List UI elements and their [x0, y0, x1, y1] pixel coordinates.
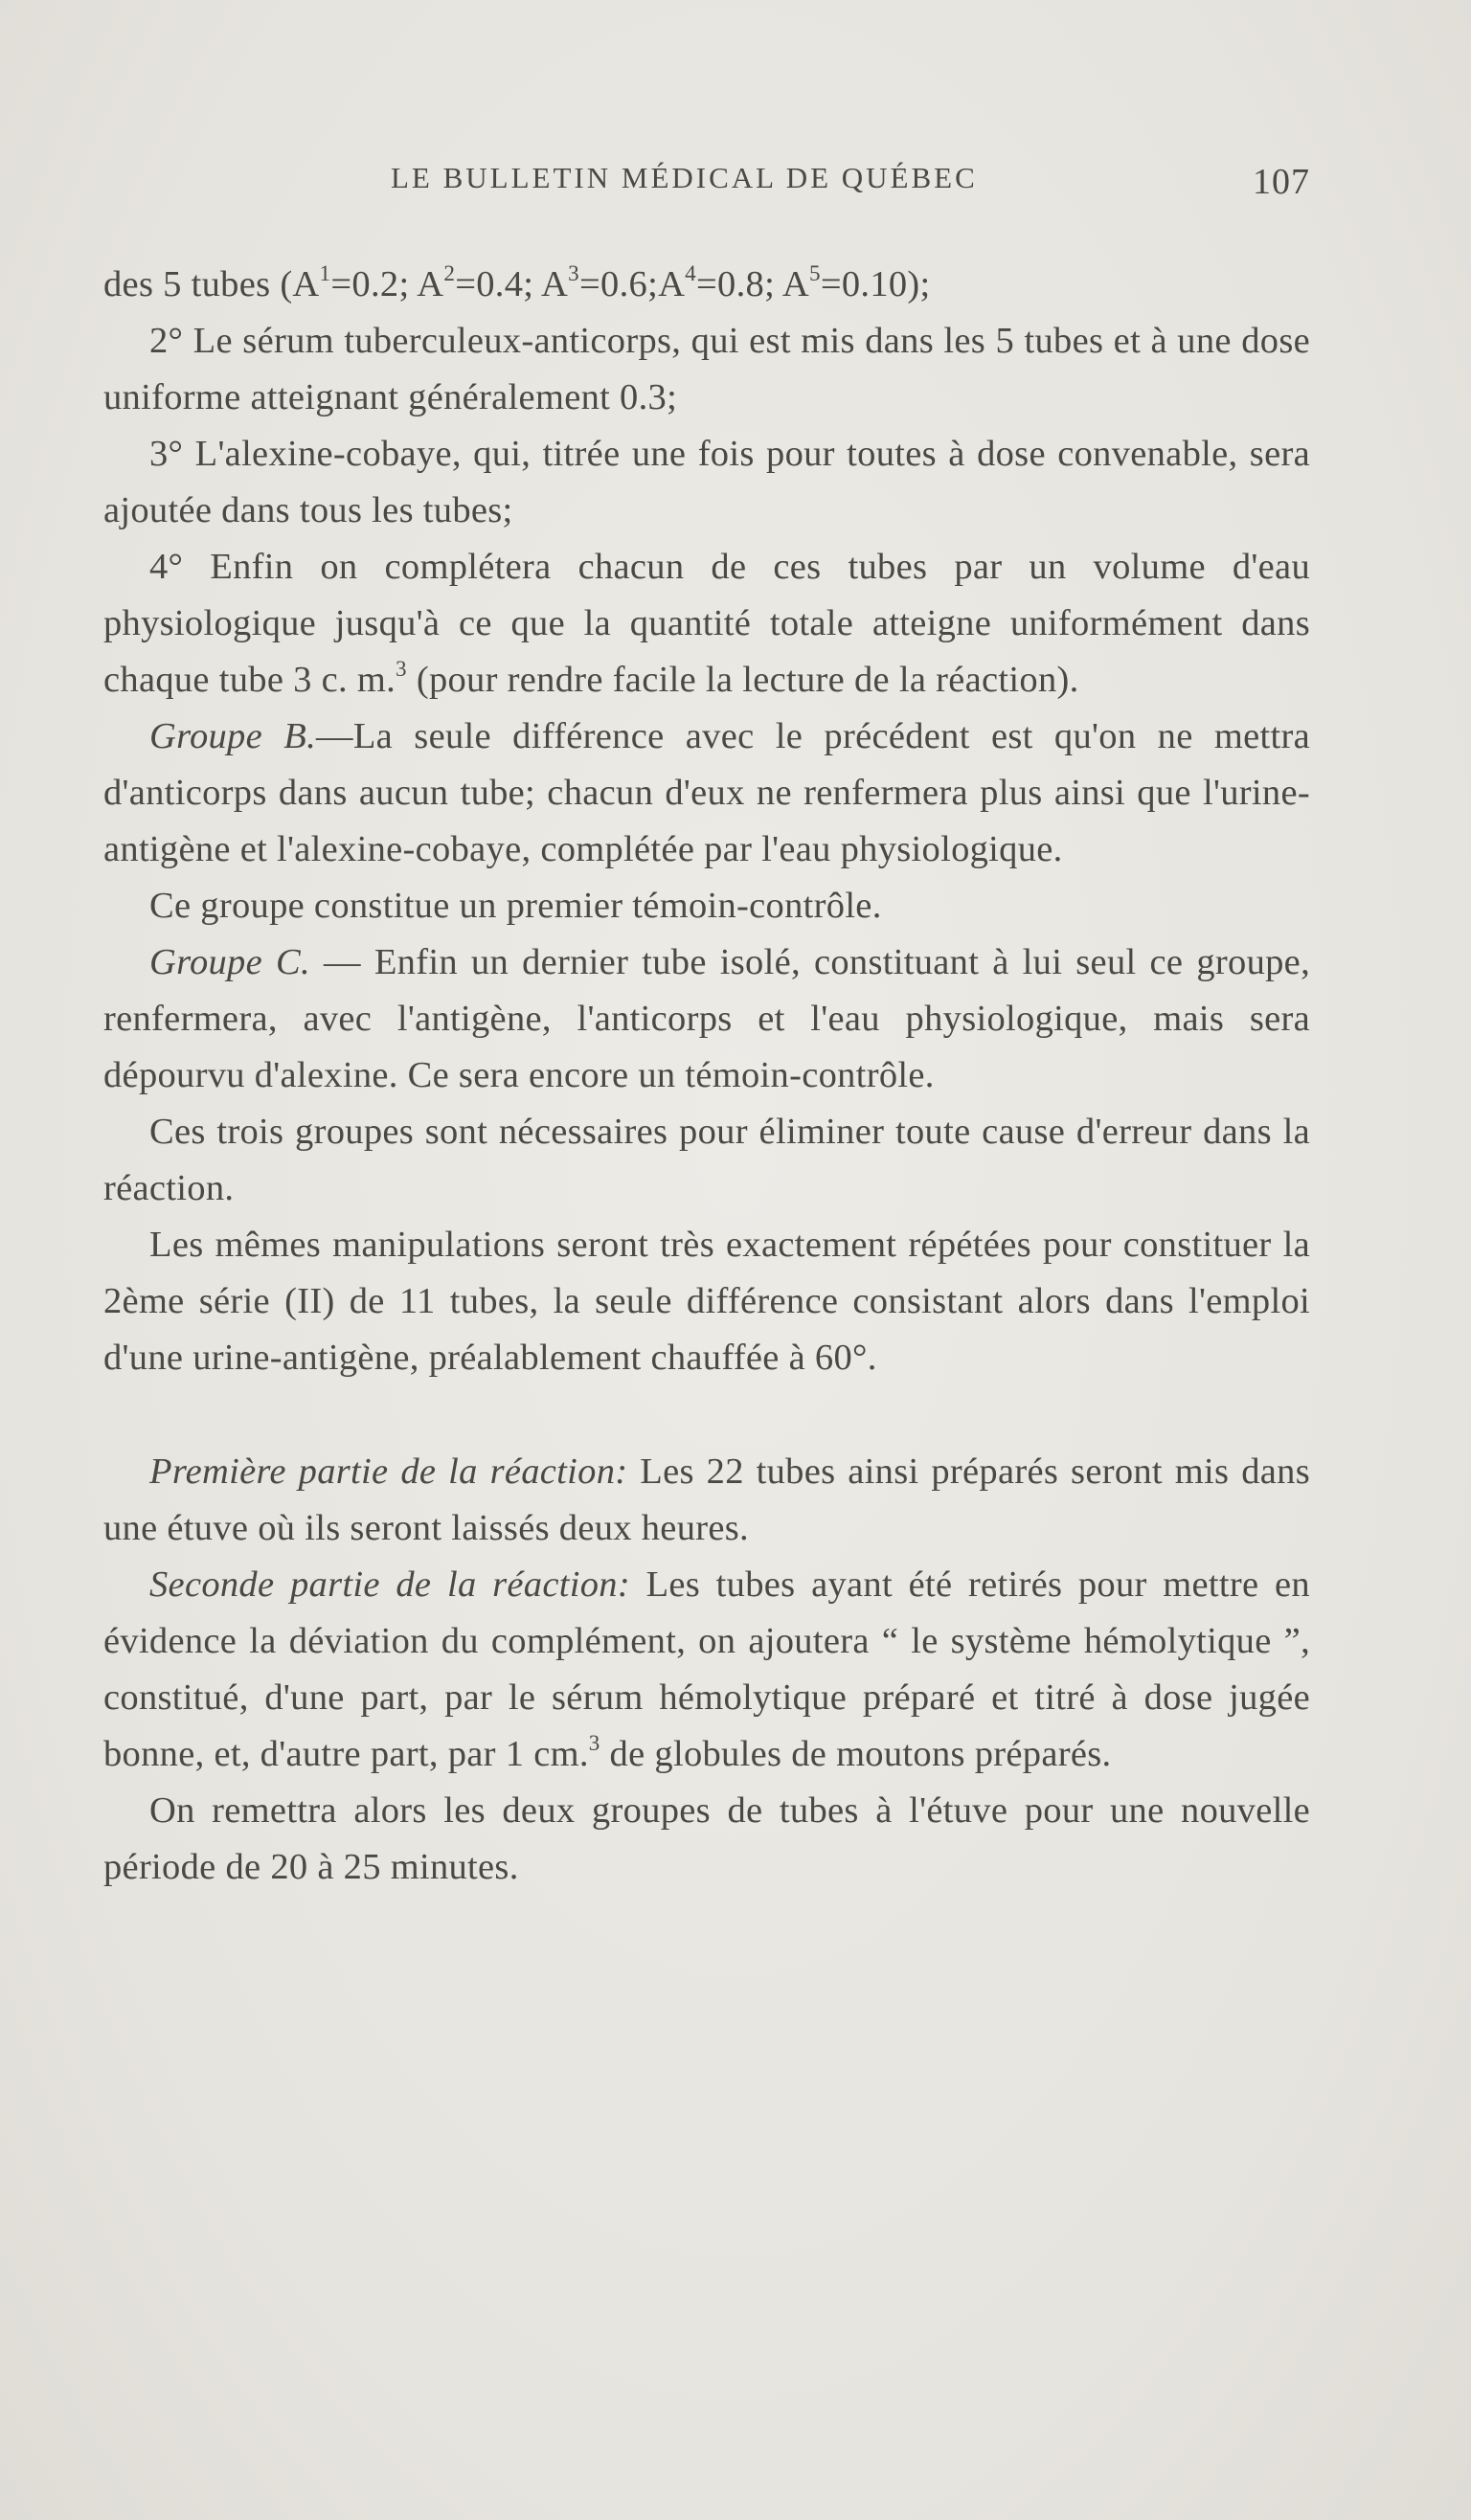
paragraph-deuxieme-serie: Les mêmes manipulations seront très exactement répétées pour constituer la 2ème série (II) de 11 tubes, la seule différence consistant alors dans l'emploi d'une urine-antigène, préalablement chauffée à 60°.	[103, 1225, 1310, 1378]
paragraph-groupe-c: Groupe C. — Enfin un dernier tube isolé, constituant à lui seul ce groupe, renfermera, avec l'antigène, l'anticorps et l'eau physiologique, mais sera dépourvu d'alexine. Ce sera encore un témoin-contrôle.	[103, 942, 1310, 1095]
paragraph-premiere-partie: Première partie de la réaction: Les 22 tubes ainsi préparés seront mis dans une étuve où ils seront laissés deux heures.	[103, 1451, 1310, 1548]
paragraph-etuve: On remettra alors les deux groupes de tubes à l'étuve pour une nouvelle période de 20 à 25 minutes.	[103, 1790, 1310, 1887]
paragraph-groupe-b: Groupe B.—La seule différence avec le précédent est qu'on ne mettra d'anticorps dans aucun tube; chacun d'eux ne renfermera plus ainsi que l'urine-antigène et l'alexine-cobaye, complétée par l'eau physiologique.	[103, 716, 1310, 869]
groupe-c-label: Groupe C.	[149, 942, 310, 982]
page-number: 107	[1253, 162, 1310, 202]
paragraph-dose-list: des 5 tubes ($A^1=0.2$; $A^2=0.4$; $A^3=0.6;A^4=0.8$; $A^5=0.10$);	[103, 259, 931, 304]
paragraph-trois-groupes: Ces trois groupes sont nécessaires pour éliminer toute cause d'erreur dans la réaction.	[103, 1112, 1310, 1208]
groupe-b-label: Groupe B.	[149, 716, 317, 756]
paragraph-serum: 2° Le sérum tuberculeux-anticorps, qui est mis dans les 5 tubes et à une dose uniforme atteignant généralement 0.3;	[103, 321, 1310, 417]
seconde-partie-label: Seconde partie de la réaction:	[149, 1564, 630, 1605]
paragraph-volume: 4° Enfin on complétera chacun de ces tubes par un volume d'eau physiologique jusqu'à ce que la quantité totale atteigne uniformément dans chaque tube 3 c. m.$^3$ (pour rendre facile la lecture de la réaction).	[103, 547, 1310, 700]
paragraph-alexine: 3° L'alexine-cobaye, qui, titrée une fois pour toutes à dose convenable, sera ajoutée dans tous les tubes;	[103, 434, 1310, 530]
paragraph-seconde-partie: Seconde partie de la réaction: Les tubes ayant été retirés pour mettre en évidence la déviation du complément, on ajoutera “ le système hémolytique ”, constitué, d'une part, par le sérum hémolytique préparé et titré à dose jugée bonne, et, d'autre part, par 1 cm.$^3$ de globules de moutons préparés.	[103, 1564, 1310, 1774]
body-text	[103, 257, 1310, 1896]
page-header	[103, 161, 1310, 209]
paragraph-temoin: Ce groupe constitue un premier témoin-contrôle.	[149, 886, 882, 926]
premiere-partie-label: Première partie de la réaction:	[149, 1451, 628, 1492]
running-head: LE BULLETIN MÉDICAL DE QUÉBEC	[391, 161, 978, 194]
section-gap	[103, 1386, 1310, 1444]
